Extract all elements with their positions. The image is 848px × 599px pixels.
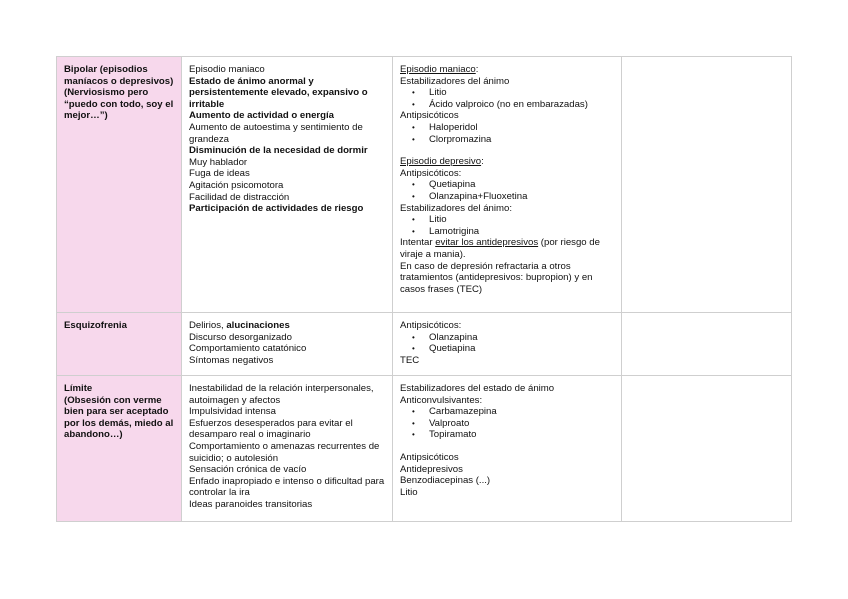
disorders-table	[56, 56, 792, 522]
table-row	[57, 376, 792, 522]
symptom-line: Agitación psicomotora	[189, 179, 284, 191]
drug-class-line: Antidepresivos	[400, 463, 463, 475]
symptom-line: Ideas paranoides transitorias	[189, 498, 313, 510]
antipsychotics-label: Antipsicóticos:	[400, 167, 462, 179]
symptom-line: Fuga de ideas	[189, 168, 250, 180]
depressive-episode-heading: Episodio depresivo:	[400, 156, 484, 168]
drug-class-line: Antipsicóticos	[400, 451, 459, 463]
diagnosis-cell: Límite (Obsesión con verme bien para ser aceptado por los demás, miedo al abandono…)	[57, 376, 182, 522]
drug-class-line: Litio	[400, 486, 418, 498]
empty-cell	[622, 313, 792, 376]
symptom-line: Aumento de autoestima y sentimiento de grandeza	[189, 121, 363, 145]
symptom-line: Discurso desorganizado	[189, 331, 292, 343]
table-row	[57, 57, 792, 313]
mood-stabilizers-label: Estabilizadores del ánimo	[400, 75, 510, 87]
symptom-line: Sensación crónica de vacío	[189, 464, 307, 476]
treatment-cell	[393, 376, 622, 522]
drug-list	[400, 214, 614, 237]
symptoms-cell	[182, 313, 393, 376]
list-item: • Litio	[400, 214, 614, 226]
symptoms-cell	[182, 57, 393, 313]
manic-episode-heading: Episodio maniaco:	[400, 64, 479, 75]
symptoms-cell	[182, 376, 393, 522]
mood-stabilizers-label: Estabilizadores del estado de ánimo	[400, 383, 555, 394]
avoid-antidepressants-note: Intentar evitar los antidepresivos (por riesgo de viraje a mania).	[400, 237, 600, 260]
symptom-line: Comportamiento o amenazas recurrentes de suicidio; o autolesión	[189, 440, 380, 464]
symptom-line: Aumento de actividad o energía	[189, 110, 335, 122]
list-item: • Valproato	[400, 418, 614, 430]
list-item: • Olanzapina	[400, 332, 614, 344]
table-row	[57, 313, 792, 376]
symptom-line: Episodio maniaco	[189, 64, 265, 75]
tec-label: TEC	[400, 354, 420, 366]
antipsychotics-label: Antipsicóticos:	[400, 320, 462, 331]
symptom-line: Estado de ánimo anormal y persistentemente elevado, expansivo o irritable	[189, 75, 368, 110]
symptom-line: Esfuerzos desesperados para evitar el desamparo real o imaginario	[189, 417, 353, 441]
list-item: • Quetiapina	[400, 343, 614, 355]
symptom-line: Facilidad de distracción	[189, 191, 290, 203]
drug-list	[400, 406, 614, 441]
symptom-line: Enfado inapropiado e intenso o dificultad para controlar la ira	[189, 475, 385, 499]
symptom-line: Delirios, alucinaciones	[189, 320, 290, 331]
list-item: • Haloperidol	[400, 122, 614, 134]
empty-cell	[622, 376, 792, 522]
anticonvulsants-label: Anticonvulsivantes:	[400, 394, 483, 406]
list-item: • Olanzapina+Fluoxetina	[400, 191, 614, 203]
symptom-line: Muy hablador	[189, 156, 248, 168]
diagnosis-cell: Bipolar (episodios maníacos o depresivos) (Nerviosismo pero “puedo con todo, soy el mejor…”)	[57, 57, 182, 313]
list-item: • Litio	[400, 87, 614, 99]
treatment-cell	[393, 57, 622, 313]
list-item: • Clorpromazina	[400, 134, 614, 146]
list-item: • Topiramato	[400, 429, 614, 441]
drug-list	[400, 332, 614, 355]
mood-stabilizers-label: Estabilizadores del ánimo:	[400, 202, 512, 214]
list-item: • Carbamazepina	[400, 406, 614, 418]
list-item: • Lamotrigina	[400, 226, 614, 238]
antipsychotics-label: Antipsicóticos	[400, 110, 459, 122]
symptom-line: Síntomas negativos	[189, 354, 274, 366]
drug-list	[400, 87, 614, 110]
symptom-line: Impulsividad intensa	[189, 406, 276, 418]
list-item: • Ácido valproico (no en embarazadas)	[400, 99, 614, 111]
symptom-line: Disminución de la necesidad de dormir	[189, 145, 368, 157]
drug-class-line: Benzodiacepinas (...)	[400, 475, 491, 487]
list-item: • Quetiapina	[400, 179, 614, 191]
symptom-line: Comportamiento catatónico	[189, 343, 307, 355]
refractory-note: En caso de depresión refractaria a otros tratamientos (antidepresivos: bupropion) y en casos frases (TEC)	[400, 260, 593, 295]
drug-list	[400, 179, 614, 202]
treatment-cell	[393, 313, 622, 376]
empty-cell	[622, 57, 792, 313]
symptom-line: Inestabilidad de la relación interpersonales, autoimagen y afectos	[189, 383, 374, 406]
drug-list	[400, 122, 614, 145]
symptom-line: Participación de actividades de riesgo	[189, 203, 364, 215]
diagnosis-cell: Esquizofrenia	[57, 313, 182, 376]
